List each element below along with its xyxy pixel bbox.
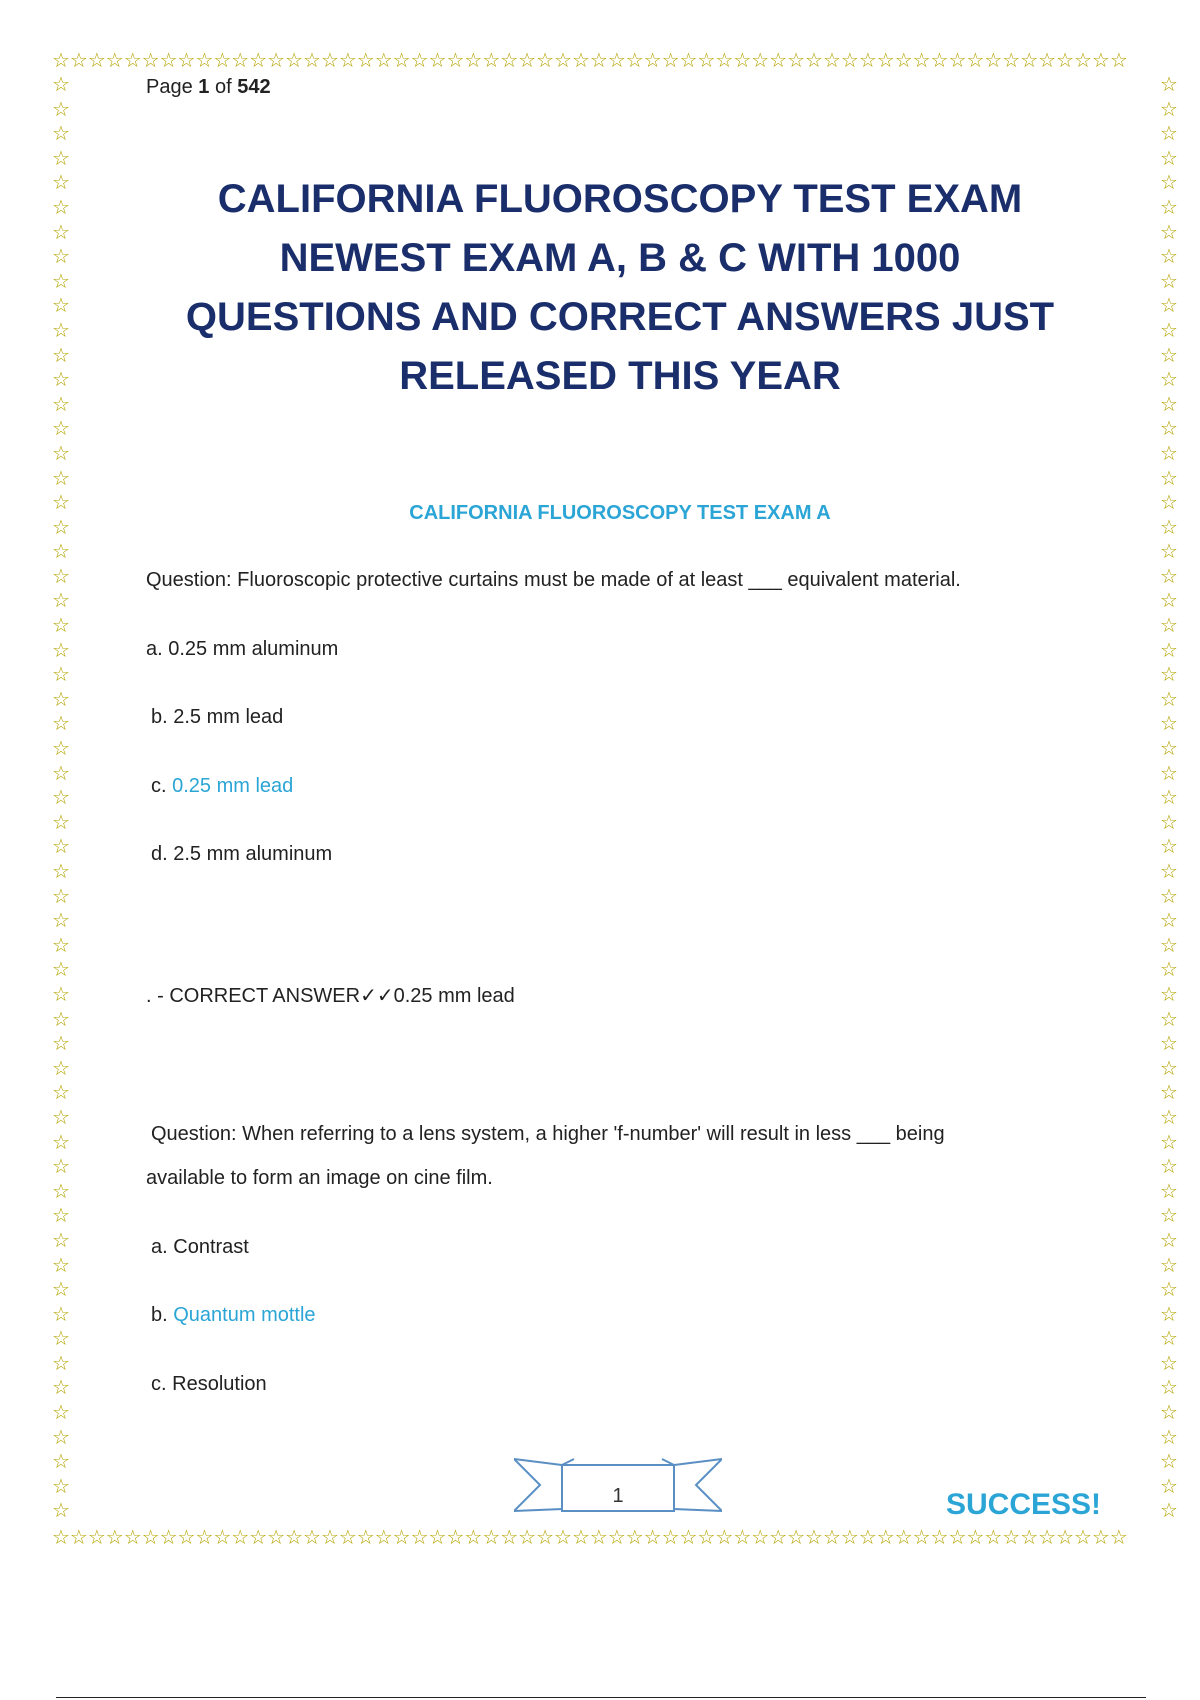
title-line: NEWEST EXAM A, B & C WITH 1000 (279, 236, 961, 280)
page-of: of (214, 76, 232, 98)
option-text-correct: 0.25 mm lead (172, 775, 294, 797)
star-border-top: ☆☆☆☆☆☆☆☆☆☆☆☆☆☆☆☆☆☆☆☆☆☆☆☆☆☆☆☆☆☆☆☆☆☆☆☆☆☆☆☆☆☆☆☆☆☆☆☆☆☆☆☆☆☆☆☆☆☆☆☆ (52, 50, 1128, 72)
option-text: 0.25 mm aluminum (168, 638, 339, 660)
star-border-left: ☆☆☆☆☆☆☆☆☆☆☆☆☆☆☆☆☆☆☆☆☆☆☆☆☆☆☆☆☆☆☆☆☆☆☆☆☆☆☆☆☆☆☆☆☆☆☆☆☆☆☆☆☆☆☆☆☆☆☆ (52, 72, 70, 1523)
option-text: Resolution (172, 1373, 267, 1395)
option-letter: d. (151, 843, 168, 865)
success-label: SUCCESS! (946, 1488, 1102, 1521)
option-letter: a. (151, 1236, 168, 1258)
option-text: 2.5 mm lead (173, 706, 284, 728)
option-letter: b. (151, 706, 168, 728)
footer-divider (56, 1697, 1146, 1698)
option-letter: a. (146, 638, 163, 660)
option-text-correct: Quantum mottle (173, 1304, 316, 1326)
option-letter: c. (151, 775, 167, 797)
question-1-correct-answer: . - CORRECT ANSWER✓✓0.25 mm lead (146, 985, 515, 1007)
question-1-option-d (151, 843, 332, 866)
page-prefix: Page (146, 76, 193, 98)
question-1-option-a (146, 638, 338, 661)
question-2-text-line-1: Question: When referring to a lens system, a higher 'f-number' will result in less ___ being (151, 1123, 945, 1145)
option-text: Contrast (173, 1236, 249, 1258)
question-1-option-b (151, 706, 283, 729)
page-total: 542 (237, 76, 271, 98)
question-2-option-c (151, 1373, 267, 1396)
question-2-option-a (151, 1236, 249, 1259)
title-line: CALIFORNIA FLUOROSCOPY TEST EXAM (217, 177, 1023, 221)
option-letter: c. (151, 1373, 167, 1395)
footer-page-number: 1 (612, 1485, 624, 1507)
question-1-option-c (151, 775, 293, 798)
section-title: CALIFORNIA FLUOROSCOPY TEST EXAM A (409, 502, 831, 524)
question-2-text-line-2: available to form an image on cine film. (146, 1167, 493, 1189)
title-line: RELEASED THIS YEAR (399, 354, 841, 398)
question-1-text: Question: Fluoroscopic protective curtains must be made of at least ___ equivalent material. (146, 569, 961, 591)
star-border-right: ☆☆☆☆☆☆☆☆☆☆☆☆☆☆☆☆☆☆☆☆☆☆☆☆☆☆☆☆☆☆☆☆☆☆☆☆☆☆☆☆☆☆☆☆☆☆☆☆☆☆☆☆☆☆☆☆☆☆☆ (1160, 72, 1178, 1523)
option-text: 2.5 mm aluminum (173, 843, 333, 865)
page-number (146, 76, 271, 99)
question-2-option-b (151, 1304, 316, 1327)
document-title (150, 170, 1090, 406)
page-current: 1 (198, 76, 210, 98)
star-border-bottom: ☆☆☆☆☆☆☆☆☆☆☆☆☆☆☆☆☆☆☆☆☆☆☆☆☆☆☆☆☆☆☆☆☆☆☆☆☆☆☆☆☆☆☆☆☆☆☆☆☆☆☆☆☆☆☆☆☆☆☆☆ (52, 1527, 1128, 1549)
title-line: QUESTIONS AND CORRECT ANSWERS JUST (185, 295, 1055, 339)
option-letter: b. (151, 1304, 168, 1326)
